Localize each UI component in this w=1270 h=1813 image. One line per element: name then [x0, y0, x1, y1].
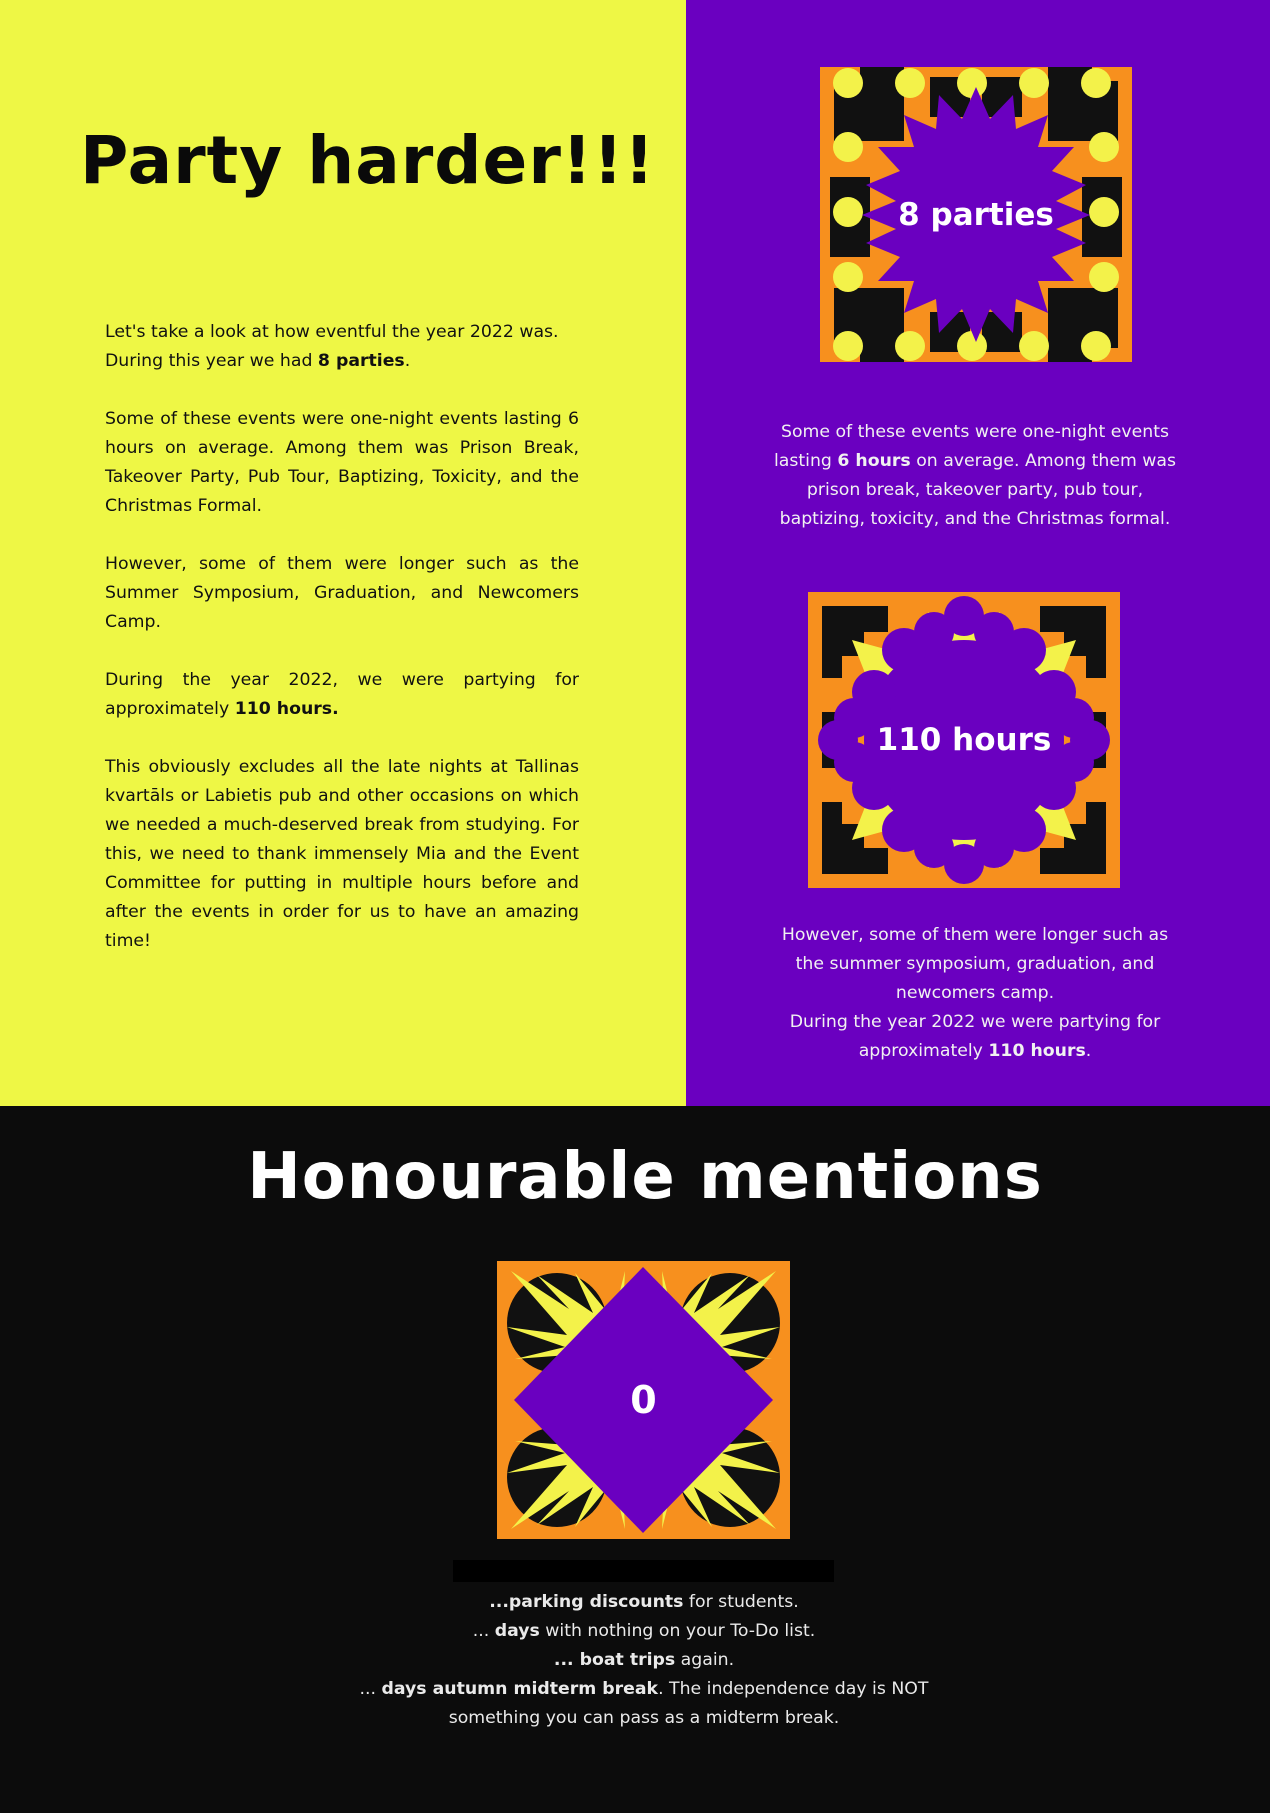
summary-text: lasting	[773, 451, 838, 471]
parties-tile	[820, 67, 1132, 362]
list-item	[300, 1617, 988, 1646]
list-item-text: ...	[472, 1621, 495, 1641]
summary-line: baptizing, toxicity, and the Christmas formal.	[779, 509, 1171, 529]
zero-tile-label: 0	[630, 1378, 657, 1422]
summary-line: newcomers camp.	[895, 983, 1055, 1003]
summary-text: .	[1085, 1041, 1092, 1061]
hours-text: During the year 2022, we were partying for approximately	[105, 670, 579, 719]
total-hours: 110 hours	[988, 1041, 1086, 1061]
summary-line: the summer symposium, graduation, and	[795, 954, 1155, 974]
intro-line-1: Let's take a look at how eventful the year 2022 was.	[105, 322, 559, 342]
list-item-bold: days autumn midterm break	[381, 1679, 659, 1699]
honourable-mentions-list	[300, 1588, 988, 1733]
party-count: 8 parties	[317, 351, 405, 371]
one-night-events-paragraph: Some of these events were one-night events lasting 6 hours on average. Among them was Prison Break, Takeover Party, Pub Tour, Baptizing, Toxicity, and the Christmas Formal.	[105, 409, 579, 516]
summary-line: During the year 2022 we were partying for	[789, 1012, 1161, 1032]
page-title: Party harder!!!	[80, 122, 656, 199]
list-item-bold: ...parking discounts	[489, 1592, 684, 1612]
hours-paragraph	[105, 666, 579, 724]
thanks-paragraph: This obviously excludes all the late nights at Tallinas kvartāls or Labietis pub and other occasions on which we needed a much-deserved break from studying. For this, we need to thank immensely Mia and the Event Committee for putting in multiple hours before and after the events in order for us to have an amazing time!	[105, 757, 579, 951]
list-item-text: ...	[359, 1679, 382, 1699]
zero-tile	[497, 1261, 790, 1539]
hours-count: 110 hours.	[234, 699, 339, 719]
list-item-text: for students.	[683, 1592, 799, 1612]
redaction-bar	[453, 1560, 834, 1582]
list-item-bold: ... boat trips	[553, 1650, 676, 1670]
list-item-bold: days	[494, 1621, 540, 1641]
one-night-events-summary	[745, 418, 1205, 534]
list-item	[300, 1646, 988, 1675]
list-item	[300, 1675, 988, 1704]
intro-line-2-end: .	[404, 351, 411, 371]
longer-events-paragraph: However, some of them were longer such as the Summer Symposium, Graduation, and Newcomers Camp.	[105, 554, 579, 632]
list-item	[300, 1588, 988, 1617]
list-item-text: with nothing on your To-Do list.	[539, 1621, 816, 1641]
honourable-mentions-title: Honourable mentions	[247, 1140, 1043, 1214]
average-hours: 6 hours	[837, 451, 911, 471]
list-item: something you can pass as a midterm break.	[448, 1708, 840, 1728]
summary-text: on average. Among them was	[910, 451, 1177, 471]
hours-tile-label: 110 hours	[876, 722, 1052, 758]
longer-events-summary	[745, 921, 1205, 1066]
hours-tile	[808, 592, 1120, 888]
summary-line: prison break, takeover party, pub tour,	[806, 480, 1144, 500]
left-body-text	[105, 318, 579, 985]
summary-line: However, some of them were longer such as	[781, 925, 1169, 945]
list-item-text: again.	[675, 1650, 735, 1670]
summary-line	[745, 447, 1205, 476]
list-item-text: . The independence day is NOT	[658, 1679, 929, 1699]
parties-tile-label: 8 parties	[898, 196, 1054, 233]
summary-text: approximately	[858, 1041, 989, 1061]
summary-line	[745, 1037, 1205, 1066]
summary-line: Some of these events were one-night events	[780, 422, 1170, 442]
intro-paragraph	[105, 318, 579, 376]
intro-line-2: During this year we had	[105, 351, 318, 371]
